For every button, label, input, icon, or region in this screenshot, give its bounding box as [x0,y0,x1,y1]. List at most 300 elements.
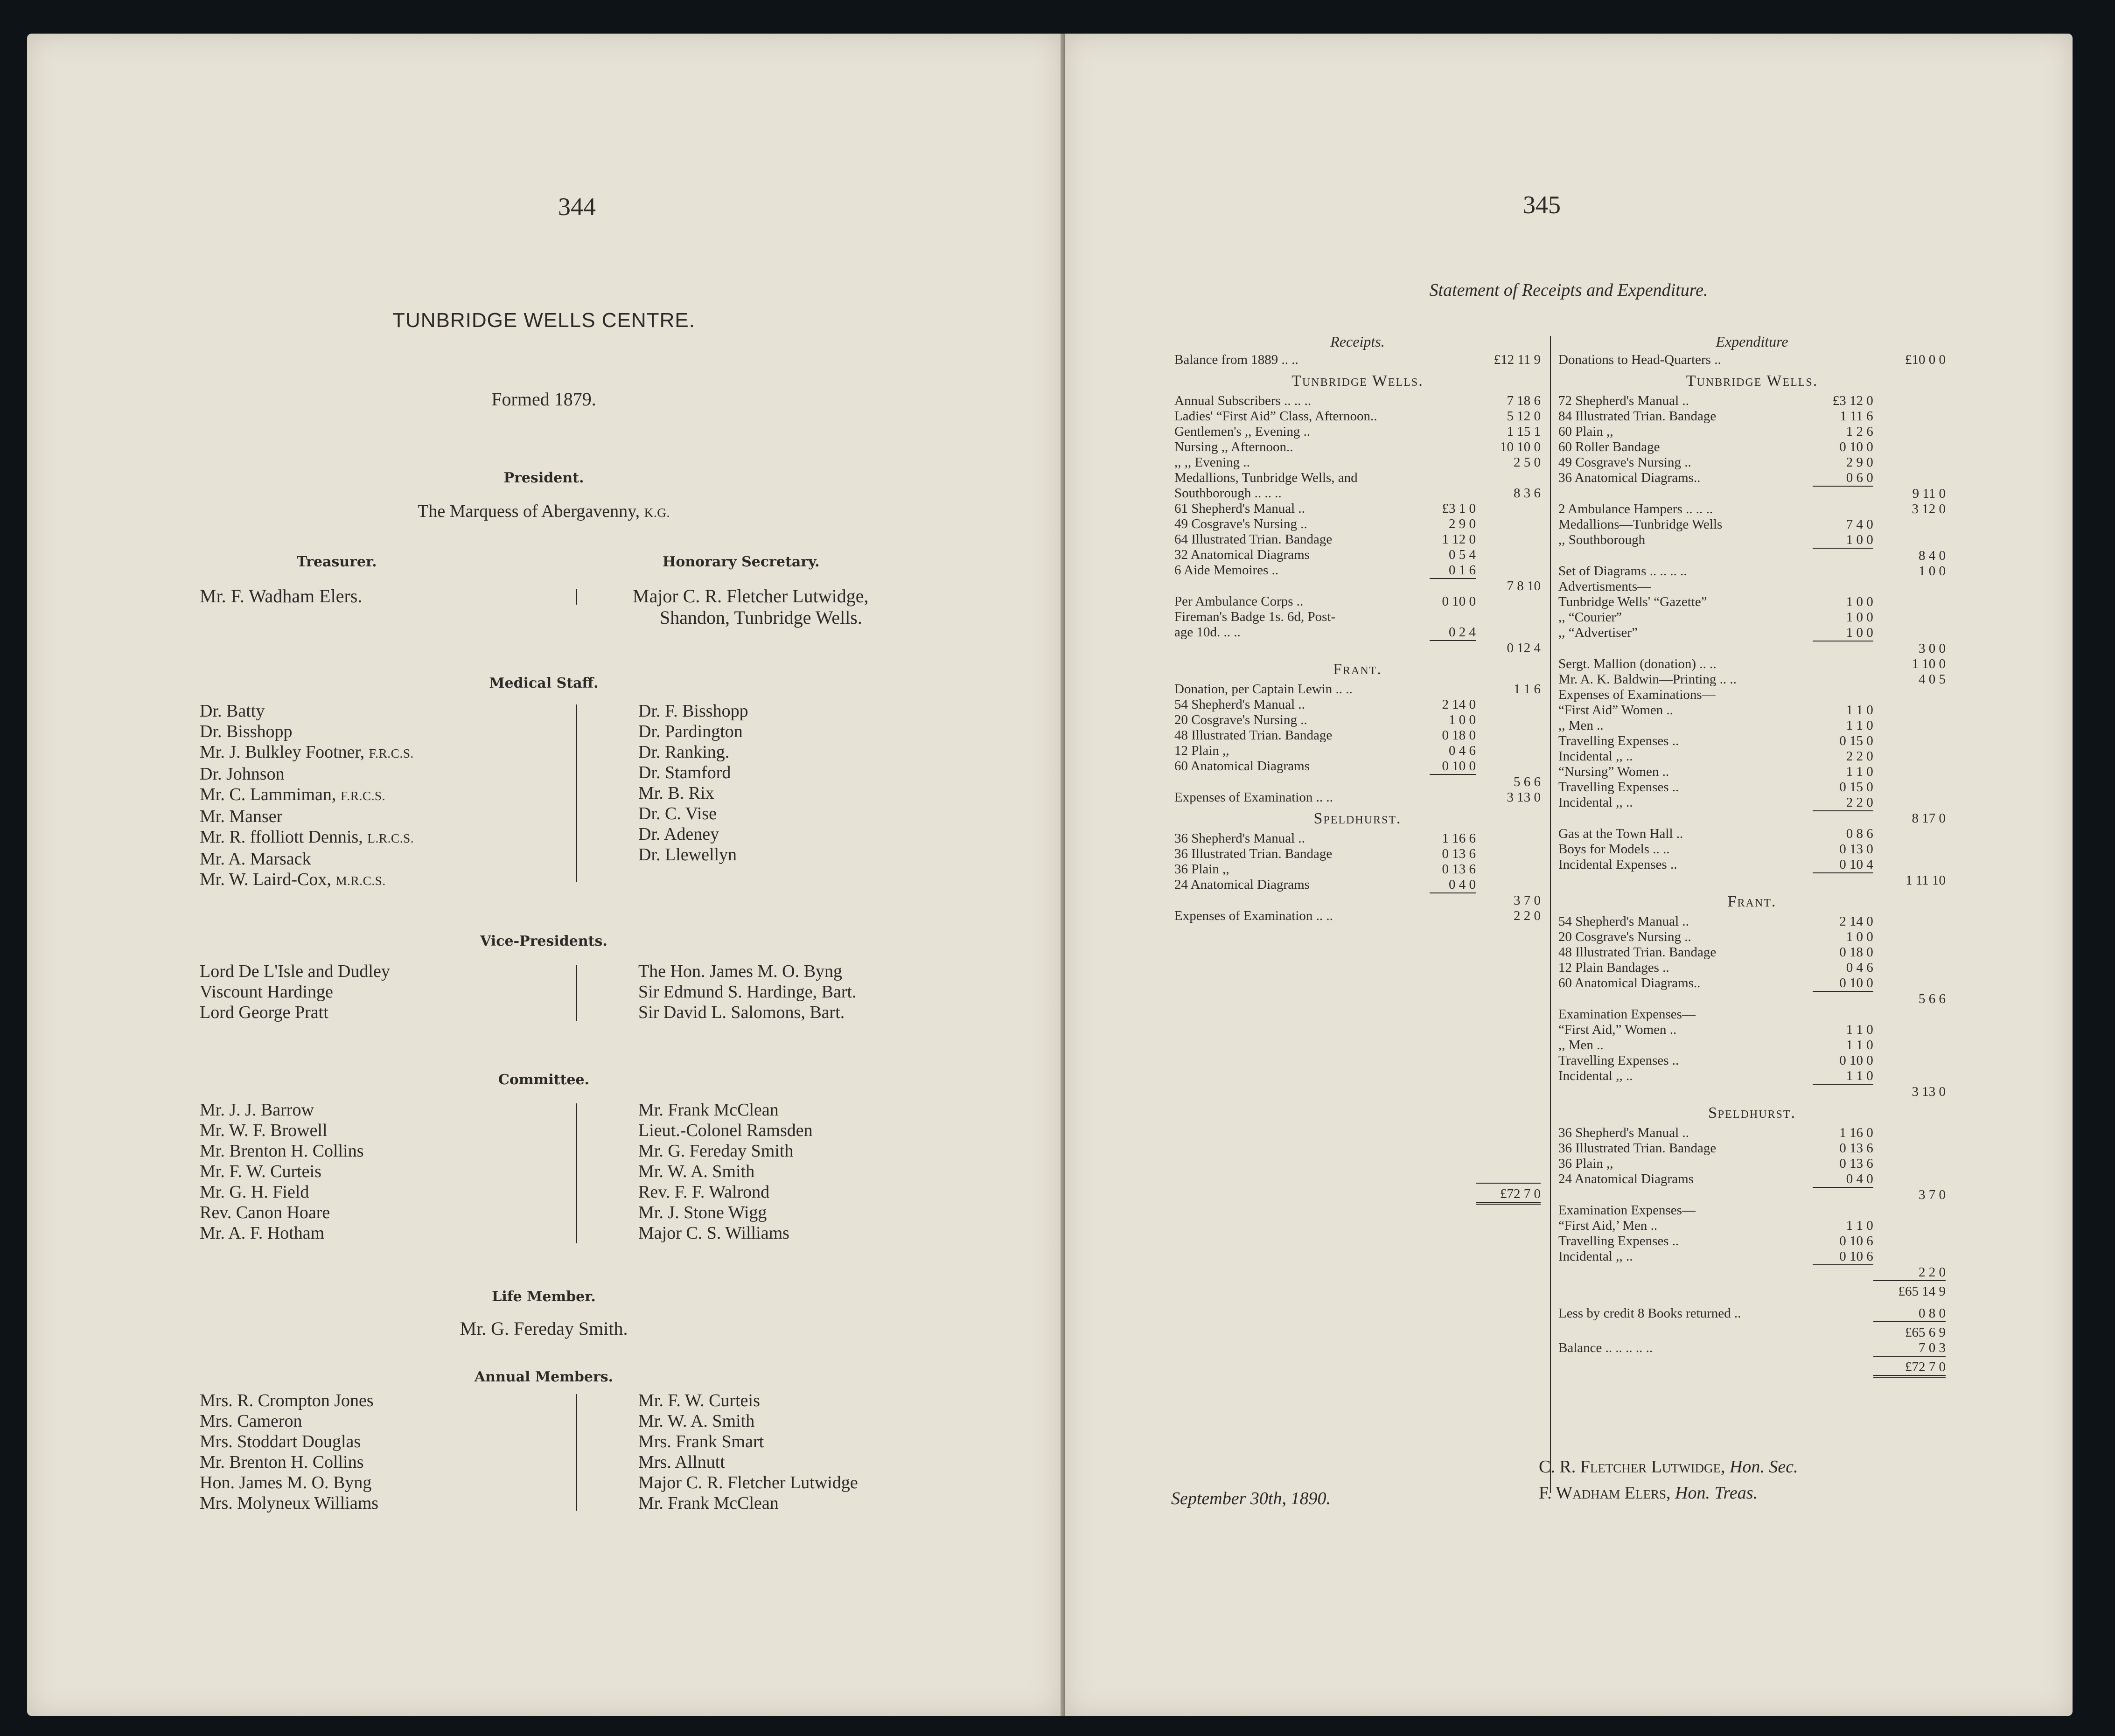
row-amount [1873,455,1946,470]
medical-staff-heading: Medical Staff. [489,675,599,691]
row-label: 32 Anatomical Diagrams [1174,547,1310,562]
row-amount [1873,1156,1946,1171]
row-amount [1873,780,1946,795]
sub-amount: 0 4 0 [1846,1171,1873,1186]
table-row [1174,424,1541,439]
row-label: Boys for Models .. .. [1558,842,1670,857]
row-amount: 1 15 1 [1507,424,1541,439]
sub-amount [1813,486,1873,502]
row-label [1558,486,1813,502]
section-heading-row [1174,805,1541,831]
subtotal-row [1558,811,1946,826]
hon-sec-line2: Shandon, Tunbridge Wells. [660,607,862,628]
subtotal-row [1558,991,1946,1007]
medical-staff-left-list [200,701,414,891]
table-row [1558,687,1946,703]
hon-sec-heading: Honorary Secretary. [663,554,820,570]
sub-amount: 0 4 6 [1846,960,1873,975]
row-amount [1873,733,1946,749]
row-label: Advertisments— [1558,579,1651,594]
sub-amount [1813,1281,1873,1299]
sub-amount: 0 10 6 [1839,1234,1873,1248]
table-row [1558,656,1946,672]
row-amount [1873,610,1946,625]
row-amount: £72 7 0 [1873,1356,1946,1376]
row-amount [1873,1171,1946,1187]
sub-amount [1430,641,1476,656]
hon-sec-line1: Major C. R. Fletcher Lutwidge, [633,586,869,607]
row-amount [1873,532,1946,548]
table-row [1174,712,1541,728]
row-amount: 7 18 6 [1507,393,1541,408]
list-item: Mr. Frank McClean [638,1100,779,1120]
row-label: Donation, per Captain Lewin .. .. [1174,682,1353,697]
committee-left-list [200,1100,364,1243]
subtotal-row [1558,1265,1946,1281]
sub-amount: 0 10 0 [1442,594,1476,609]
list-item: Mr. G. H. Field [200,1182,309,1202]
row-amount [1873,718,1946,733]
table-row [1558,352,1946,368]
sub-amount: 0 13 6 [1442,846,1476,861]
row-label: ,, Men .. [1558,718,1604,733]
column-divider [576,1394,577,1511]
row-label: 84 Illustrated Trian. Bandage [1558,409,1717,424]
table-row [1558,517,1946,532]
subtotal-row [1558,873,1946,888]
table-row [1558,1141,1946,1156]
row-label: 48 Illustrated Trian. Bandage [1174,728,1333,743]
expenditure-table [1558,332,1946,1378]
subtotal-amount: 3 7 0 [1919,1187,1946,1202]
sub-amount [1813,502,1873,517]
row-amount [1476,609,1541,625]
row-label: “First Aid” Women .. [1558,703,1674,718]
table-row [1558,1218,1946,1234]
sub-amount: 1 0 0 [1448,712,1476,727]
list-item: Mr. J. Bulkley Footner, F.R.C.S. [200,742,414,762]
list-item: Mr. J. Stone Wigg [638,1203,767,1222]
list-item: Mr. Brenton H. Collins [200,1452,364,1472]
section-heading-row [1174,368,1541,393]
table-row [1558,564,1946,579]
row-label: “First Aid,” Women .. [1558,1022,1677,1037]
row-label [1558,1356,1813,1376]
table-row [1174,728,1541,743]
signatory-name: F. Wadham Elers, [1539,1483,1671,1503]
row-label: “First Aid,’ Men .. [1558,1218,1658,1233]
row-amount: £65 14 9 [1873,1281,1946,1299]
sub-amount [1813,1007,1873,1022]
row-amount [1873,914,1946,929]
annual-members-left-list [200,1390,378,1513]
sub-amount: 1 1 0 [1846,1218,1873,1233]
table-row [1174,682,1541,697]
statement-title: Statement of Receipts and Expenditure. [1429,280,1708,300]
sub-amount [1813,811,1873,826]
sub-amount: 0 18 0 [1839,945,1873,960]
sub-amount: 2 2 0 [1846,749,1873,764]
row-amount [1873,1218,1946,1234]
table-row [1558,764,1946,780]
list-item: Mrs. Molyneux Williams [200,1493,379,1513]
row-label: Set of Diagrams .. .. .. .. [1558,564,1687,579]
row-amount [1476,697,1541,712]
row-amount [1873,393,1946,409]
row-amount [1873,929,1946,945]
table-row [1174,547,1541,563]
row-amount [1873,687,1946,703]
row-amount [1476,877,1541,893]
treasurer-name: Mr. F. Wadham Elers. [200,586,363,607]
row-label [1558,1265,1813,1281]
sub-amount: 1 11 6 [1840,409,1873,424]
sub-amount [1813,991,1873,1007]
row-amount [1873,594,1946,610]
table-row [1558,826,1946,842]
list-item: Mr. A. Marsack [200,849,311,869]
row-amount [1476,501,1541,516]
table-row [1558,780,1946,795]
table-heading-row [1174,332,1541,352]
row-label: 6 Aide Memoires .. [1174,563,1279,578]
row-amount: 0 8 0 [1919,1306,1946,1321]
sub-amount: 0 10 0 [1839,439,1873,454]
row-amount [1476,728,1541,743]
row-label: 64 Illustrated Trian. Bandage [1174,532,1333,547]
sub-amount: 1 0 0 [1846,610,1873,625]
list-item: Mrs. Allnutt [638,1452,725,1472]
hon-treas-signature [1539,1483,1758,1503]
table-row [1558,1156,1946,1171]
list-item: Mr. C. Lammiman, F.R.C.S. [200,785,385,804]
table-row [1558,1022,1946,1038]
sub-amount [1430,609,1476,625]
row-label: Balance .. .. .. .. .. [1558,1340,1653,1355]
table-row [1558,424,1946,439]
list-item: Mr. W. F. Browell [200,1121,328,1140]
list-item: Mr. W. A. Smith [638,1411,755,1431]
sub-amount: 1 0 0 [1846,594,1873,609]
hon-sec-signature [1539,1457,1798,1477]
list-item: Dr. Pardington [638,722,743,741]
list-item: Mr. A. F. Hotham [200,1223,325,1243]
row-label: Travelling Expenses .. [1558,733,1679,748]
president-name: The Marquess of Abergavenny, K.G. [418,502,670,521]
row-amount [1873,749,1946,764]
list-item: Mr. F. W. Curteis [200,1162,321,1181]
sub-amount: 1 2 6 [1846,424,1873,439]
list-item: Sir Edmund S. Hardinge, Bart. [638,982,857,1002]
list-item: Dr. Johnson [200,764,285,784]
table-row [1558,1322,1946,1340]
table-row [1558,1340,1946,1356]
centre-title: TUNBRIDGE WELLS CENTRE. [392,309,695,332]
row-amount [1476,516,1541,532]
spacer-cell [1174,924,1541,1183]
row-label: 36 Anatomical Diagrams.. [1558,470,1701,485]
signatory-name: C. R. Fletcher Lutwidge, [1539,1457,1725,1477]
row-amount: £12 11 9 [1494,352,1541,367]
row-amount: £10 0 0 [1905,352,1946,367]
row-amount: £65 6 9 [1873,1322,1946,1340]
row-label: Gentlemen's ,, Evening .. [1174,424,1311,439]
row-label [1558,991,1813,1007]
sub-amount: 0 10 6 [1839,1249,1873,1264]
table-row [1558,1249,1946,1265]
list-item: Dr. Llewellyn [638,845,737,865]
table-row [1558,1125,1946,1141]
row-label: Incidental Expenses .. [1558,857,1677,872]
row-amount [1873,1299,1946,1306]
row-label [1558,1187,1813,1203]
row-amount: 1 0 0 [1919,564,1946,579]
subtotal-amount: 3 0 0 [1919,641,1946,656]
life-member-heading: Life Member. [492,1289,596,1305]
table-row [1174,625,1541,641]
list-item: Hon. James M. O. Byng [200,1473,372,1492]
row-amount [1873,703,1946,718]
table-row [1558,610,1946,625]
sub-amount: 0 13 0 [1839,842,1873,857]
row-label: 54 Shepherd's Manual .. [1174,697,1305,712]
row-label: Examination Expenses— [1558,1203,1696,1218]
vice-presidents-heading: Vice-Presidents. [480,933,607,949]
row-amount [1873,945,1946,960]
sub-amount [1813,1306,1873,1322]
subtotal-amount: 7 8 10 [1507,579,1541,593]
president-heading: President. [503,470,584,486]
row-label: ,, “Advertiser” [1558,625,1638,640]
table-row [1558,914,1946,929]
sub-amount: £3 12 0 [1832,393,1873,408]
row-amount [1873,795,1946,811]
row-amount [1873,1249,1946,1265]
sub-amount [1813,564,1873,579]
sub-amount [1813,1084,1873,1100]
list-item: Dr. Batty [200,701,265,721]
row-amount: £72 7 0 [1476,1183,1541,1203]
row-label: 60 Anatomical Diagrams [1174,759,1310,774]
row-amount: 2 2 0 [1514,908,1541,923]
row-label: Gas at the Town Hall .. [1558,826,1683,841]
table-row [1174,470,1541,486]
subtotal-row [1174,641,1541,656]
row-label: 61 Shepherd's Manual .. [1174,501,1305,516]
row-amount: 4 0 5 [1919,672,1946,687]
signatory-role: Hon. Sec. [1729,1457,1798,1477]
row-label: Travelling Expenses .. [1558,1053,1679,1068]
life-member-name: Mr. G. Fereday Smith. [460,1318,628,1339]
row-label: 36 Plain ,, [1558,1156,1613,1171]
table-row [1174,439,1541,455]
page-number-right: 345 [1523,191,1561,219]
row-amount [1476,712,1541,728]
row-label: 54 Shepherd's Manual .. [1558,914,1689,929]
table-row [1558,672,1946,687]
list-item: Dr. Adeney [638,824,719,844]
row-amount [1873,1022,1946,1038]
list-item: Mrs. Frank Smart [638,1432,764,1451]
table-row [1174,743,1541,759]
table-row [1174,609,1541,625]
list-item: Mr. B. Rix [638,783,714,803]
table-row [1558,718,1946,733]
sub-amount: 1 1 0 [1846,703,1873,718]
table-row [1558,470,1946,486]
subtotal-amount: 1 11 10 [1906,873,1946,888]
row-amount [1873,1203,1946,1218]
table-row [1558,929,1946,945]
row-label [1558,1281,1813,1299]
row-amount [1873,1125,1946,1141]
vice-presidents-left-list [200,961,390,1023]
row-label: “Nursing” Women .. [1558,764,1669,779]
sub-amount [1430,790,1476,805]
row-label [1558,873,1813,888]
row-label [1174,641,1430,656]
statement-date: September 30th, 1890. [1171,1489,1331,1508]
subtotal-amount: 0 12 4 [1507,641,1541,655]
table-row [1174,486,1541,501]
sub-amount: 0 15 0 [1839,780,1873,795]
row-label: Donations to Head-Quarters .. [1558,352,1721,367]
vice-presidents-right-list [638,961,857,1023]
sub-amount [1430,470,1476,486]
row-label: Medallions, Tunbridge Wells, and [1174,470,1358,485]
row-label: Ladies' “First Aid” Class, Afternoon.. [1174,409,1377,424]
sub-amount [1430,1183,1476,1203]
row-label: Incidental ,, .. [1558,749,1633,764]
section-heading: Frant. [1333,661,1382,678]
column-divider [576,1103,577,1243]
sub-amount: 1 0 0 [1846,625,1873,640]
row-amount: 3 12 0 [1912,502,1946,516]
sub-amount [1430,682,1476,697]
signatory-role: Hon. Treas. [1675,1483,1758,1503]
table-row [1174,501,1541,516]
subtotal-amount: 2 2 0 [1919,1265,1946,1280]
list-item: Mr. Brenton H. Collins [200,1141,364,1161]
sub-amount [1813,1322,1873,1340]
row-amount: 2 5 0 [1514,455,1541,470]
sub-amount: 0 4 0 [1448,877,1476,892]
annual-members-heading: Annual Members. [474,1369,614,1385]
row-label [1174,774,1430,790]
table-row [1558,749,1946,764]
row-amount [1873,1068,1946,1084]
sub-amount: 1 16 6 [1442,831,1476,846]
sub-amount: 2 9 0 [1846,455,1873,470]
list-item: Mr. G. Fereday Smith [638,1141,794,1161]
row-label: Travelling Expenses .. [1558,1234,1679,1248]
table-row [1558,393,1946,409]
spacer-row [1174,924,1541,1183]
row-amount [1873,826,1946,842]
subtotal-row [1558,641,1946,656]
row-label [1558,1322,1813,1340]
row-label: Fireman's Badge 1s. 6d, Post- [1174,609,1336,624]
table-row [1174,1183,1541,1203]
subtotal-amount: 5 6 6 [1514,774,1541,789]
sub-amount: 0 15 0 [1839,733,1873,748]
section-heading-row [1174,656,1541,682]
row-label: Annual Subscribers .. .. .. [1174,393,1312,408]
list-item: Rev. F. F. Walrond [638,1182,770,1202]
sub-amount: 7 4 0 [1846,517,1873,532]
section-heading: Speldhurst. [1313,810,1402,827]
row-label [1174,893,1430,908]
row-amount [1873,439,1946,455]
row-label: 36 Illustrated Trian. Bandage [1174,846,1333,861]
row-amount [1873,1234,1946,1249]
row-amount [1873,1053,1946,1068]
row-amount [1873,857,1946,873]
table-row [1174,532,1541,547]
table-row [1558,733,1946,749]
subtotal-row [1558,1187,1946,1203]
list-item: Mrs. Stoddart Douglas [200,1432,361,1451]
row-label: Tunbridge Wells' “Gazette” [1558,594,1707,609]
list-item: Mrs. R. Crompton Jones [200,1391,374,1410]
sub-amount [1813,1299,1873,1306]
row-label: 60 Roller Bandage [1558,439,1660,454]
table-row [1558,579,1946,594]
row-label: 20 Cosgrave's Nursing .. [1558,929,1691,944]
page-number-left: 344 [558,193,596,221]
row-label: 2 Ambulance Hampers .. .. .. [1558,502,1713,516]
section-heading-row [1558,1100,1946,1125]
sub-amount [1813,873,1873,888]
table-row [1558,532,1946,548]
sub-amount: 1 0 0 [1846,929,1873,944]
row-amount [1873,517,1946,532]
subtotal-amount: 8 17 0 [1912,811,1946,826]
table-row [1174,594,1541,609]
table-row [1558,1053,1946,1068]
sub-amount [1430,579,1476,594]
table-row [1558,795,1946,811]
row-label: ,, “Courier” [1558,610,1622,625]
row-label: Examination Expenses— [1558,1007,1696,1022]
column-heading: Expenditure [1716,333,1788,350]
row-label [1558,1299,1813,1306]
row-label: 60 Plain ,, [1558,424,1613,439]
row-label: age 10d. .. .. [1174,625,1241,640]
row-amount [1476,594,1541,609]
row-label: 24 Anatomical Diagrams [1558,1171,1694,1186]
list-item: Dr. Stamford [638,763,731,782]
table-row [1558,594,1946,610]
subtotal-row [1558,486,1946,502]
sub-amount [1813,1265,1873,1281]
row-amount [1873,764,1946,780]
sub-amount: 0 10 0 [1442,759,1476,774]
sub-amount [1813,579,1873,594]
list-item: Mr. J. J. Barrow [200,1100,314,1120]
sub-amount: 2 14 0 [1839,914,1873,929]
list-item: The Hon. James M. O. Byng [638,962,842,981]
section-heading: Speldhurst. [1708,1104,1796,1122]
row-label [1558,811,1813,826]
subtotal-amount: 3 13 0 [1912,1084,1946,1099]
table-row [1558,502,1946,517]
committee-heading: Committee. [498,1072,590,1088]
subtotal-amount: 3 7 0 [1514,893,1541,908]
list-item: Major C. R. Fletcher Lutwidge [638,1473,858,1492]
row-label: Less by credit 8 Books returned .. [1558,1306,1741,1321]
column-divider [576,965,577,1021]
